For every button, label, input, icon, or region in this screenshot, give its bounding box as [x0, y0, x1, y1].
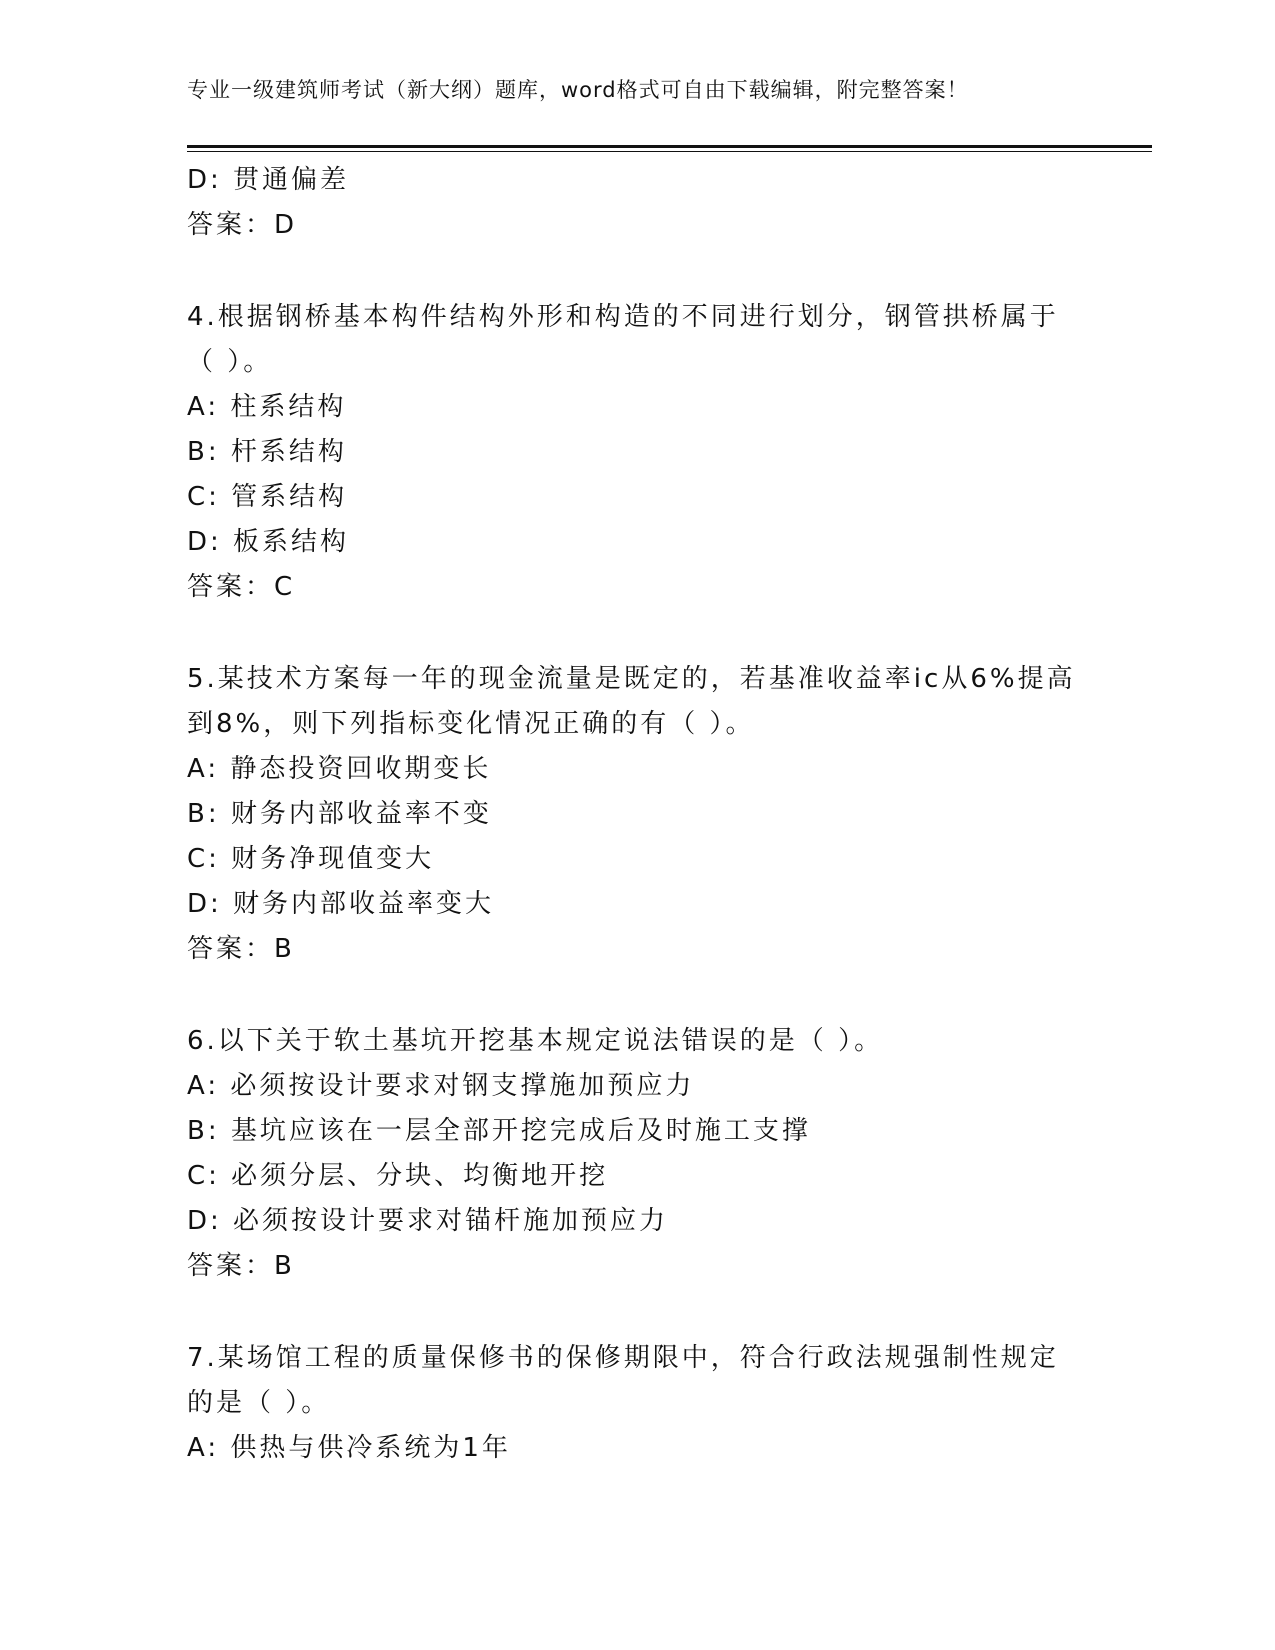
option-d: D: 贯通偏差 — [187, 165, 350, 195]
question-stem: 到8%，则下列指标变化情况正确的有（ ）。 — [187, 709, 755, 739]
header-rule — [187, 145, 1152, 148]
question-stem: 6.以下关于软土基坑开挖基本规定说法错误的是（ ）。 — [187, 1026, 884, 1056]
option-a: A: 静态投资回收期变长 — [187, 754, 492, 784]
spacer — [187, 610, 1127, 657]
spacer — [187, 972, 1127, 1019]
option-a: A: 供热与供冷系统为1年 — [187, 1433, 511, 1463]
question-content — [187, 158, 1127, 1471]
header-rule-thin — [187, 151, 1152, 152]
spacer — [187, 248, 1127, 295]
question-stem: 5.某技术方案每一年的现金流量是既定的，若基准收益率ic从6%提高 — [187, 664, 1076, 694]
answer-line: 答案：B — [187, 934, 295, 964]
option-c: C: 财务净现值变大 — [187, 844, 435, 874]
option-a: A: 柱系结构 — [187, 392, 347, 422]
answer-line: 答案：B — [187, 1251, 295, 1281]
option-d: D: 必须按设计要求对锚杆施加预应力 — [187, 1206, 669, 1236]
question-6 — [187, 1019, 1127, 1289]
question-7 — [187, 1336, 1127, 1471]
question-stem: 4.根据钢桥基本构件结构外形和构造的不同进行划分，钢管拱桥属于 — [187, 302, 1059, 332]
question-5 — [187, 657, 1127, 972]
option-d: D: 板系结构 — [187, 527, 350, 557]
option-b: B: 杆系结构 — [187, 437, 347, 467]
question-4 — [187, 295, 1127, 610]
option-b: B: 财务内部收益率不变 — [187, 799, 492, 829]
answer-line: 答案：C — [187, 572, 296, 602]
option-c: C: 管系结构 — [187, 482, 348, 512]
option-a: A: 必须按设计要求对钢支撑施加预应力 — [187, 1071, 695, 1101]
question-stem: 7.某场馆工程的质量保修书的保修期限中，符合行政法规强制性规定 — [187, 1343, 1059, 1373]
question-stem: 的是（ ）。 — [187, 1388, 331, 1418]
spacer — [187, 1289, 1127, 1336]
question-stem: （ ）。 — [187, 347, 273, 377]
option-b: B: 基坑应该在一层全部开挖完成后及时施工支撑 — [187, 1116, 811, 1146]
page-header: 专业一级建筑师考试（新大纲）题库，word格式可自由下载编辑，附完整答案！ — [187, 78, 969, 102]
answer-line: 答案：D — [187, 210, 298, 240]
option-d: D: 财务内部收益率变大 — [187, 889, 495, 919]
option-c: C: 必须分层、分块、均衡地开挖 — [187, 1161, 609, 1191]
